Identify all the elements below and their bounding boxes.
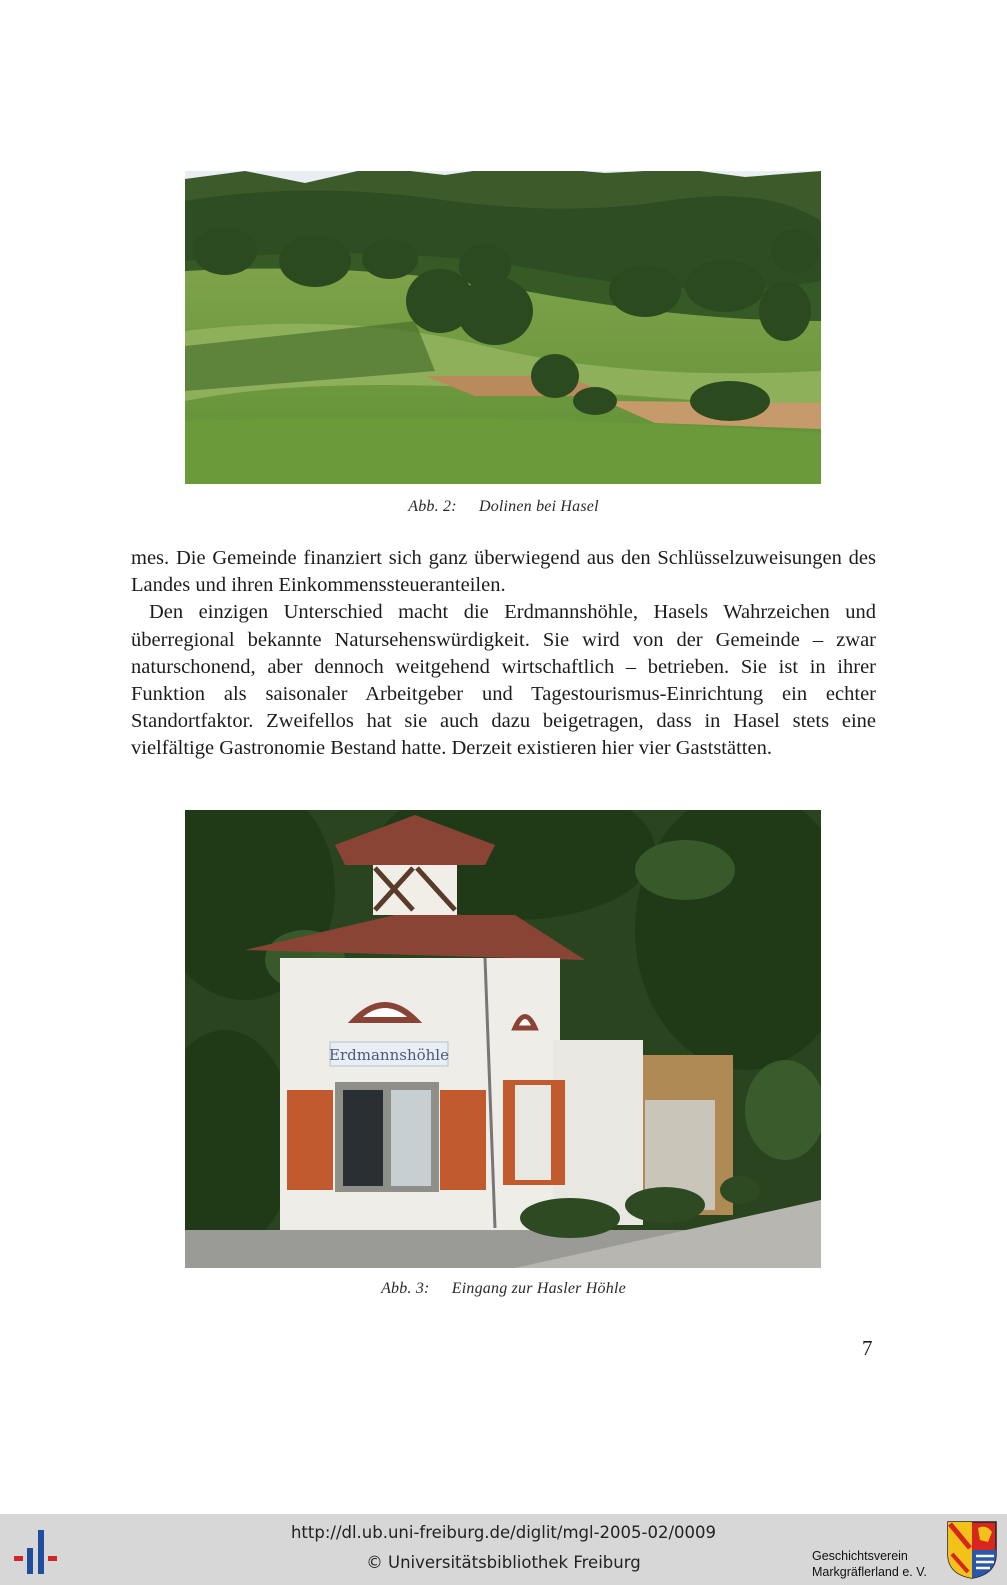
page-number: 7 bbox=[862, 1336, 873, 1360]
figure-caption-text: Dolinen bei Hasel bbox=[478, 498, 599, 515]
paragraph: mes. Die Gemeinde finanziert sich ganz überwiegend aus den Schlüsselzuweisungen des Landes und ihren Einkommenssteueranteilen. bbox=[131, 547, 876, 597]
figure-number: Abb. 3: bbox=[381, 1280, 430, 1297]
building-sign-text: Erdmannshöhle bbox=[329, 1046, 449, 1064]
organization-name-line2: Markgräflerland e. V. bbox=[812, 1565, 927, 1579]
paragraph: Den einzigen Unterschied macht die Erdmannshöhle, Hasels Wahrzeichen und überregional bekannte Natursehenswürdigkeit. Sie wird von der Gemeinde – zwar naturschonend, aber dennoch weitgehend wirtschaftlich – betrieben. Sie ist in ihrer Funktion als saisonaler Arbeitgeber und Tagestourismus-Einrichtung ein echter Standortfaktor. Zweifellos hat sie auch dazu beigetragen, dass in Hasel stets eine vielfältige Gastronomie Bestand hatte. Derzeit existieren hier vier Gaststätten. bbox=[131, 601, 876, 760]
footer-copyright: © Universitätsbibliothek Freiburg bbox=[366, 1553, 641, 1572]
body-text bbox=[131, 545, 876, 763]
photo-cave-entrance bbox=[185, 810, 821, 1268]
figure-caption bbox=[0, 498, 1007, 516]
figure-caption-text: Eingang zur Hasler Höhle bbox=[451, 1280, 626, 1297]
photo-dolinen-landscape bbox=[185, 171, 821, 484]
organization-name-line1: Geschichtsverein bbox=[812, 1549, 908, 1563]
figure-number: Abb. 2: bbox=[408, 498, 457, 515]
figure-caption bbox=[0, 1280, 1007, 1298]
footer-organization[interactable] bbox=[812, 1548, 927, 1580]
coat-of-arms-icon bbox=[946, 1520, 998, 1580]
footer-url-link[interactable]: http://dl.ub.uni-freiburg.de/diglit/mgl-2005-02/0009 bbox=[290, 1523, 717, 1542]
footer-bar bbox=[0, 1514, 1007, 1585]
